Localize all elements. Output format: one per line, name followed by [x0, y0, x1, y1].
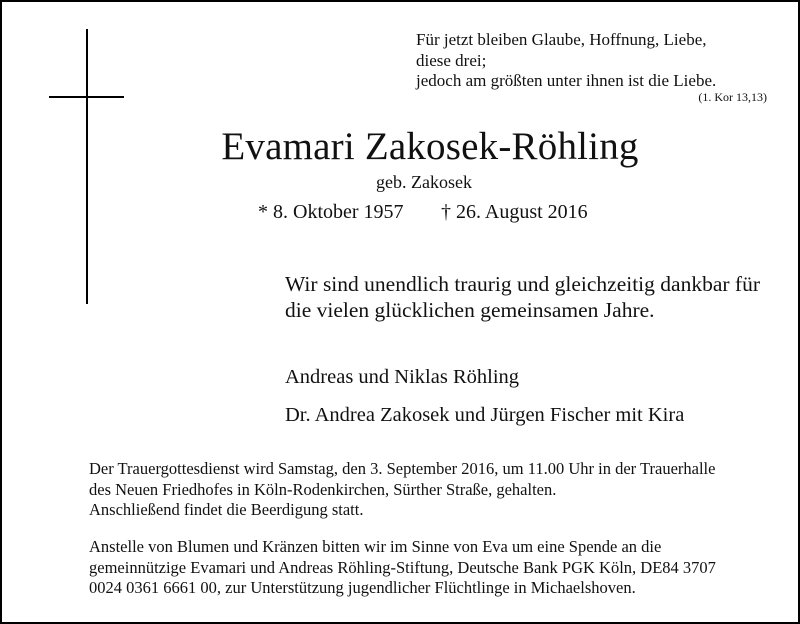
family-names-2: Dr. Andrea Zakosek und Jürgen Fischer mit Kira	[285, 404, 685, 426]
quote-line: Für jetzt bleiben Glaube, Hoffnung, Liebe,	[416, 30, 707, 49]
maiden-name: geb. Zakosek	[376, 172, 472, 192]
funeral-service-info	[89, 459, 773, 521]
family-names-1: Andreas und Niklas Röhling	[285, 366, 520, 388]
quote-line: diese drei;	[416, 50, 487, 70]
cross-icon-horizontal-bar	[49, 96, 124, 98]
donation-request	[89, 537, 773, 599]
service-line: des Neuen Friedhofes in Köln-Rodenkirchen, Sürther Straße, gehalten.	[89, 479, 557, 499]
quote-reference: (1. Kor 13,13)	[698, 90, 767, 104]
death-date: † 26. August 2016	[441, 201, 588, 223]
quote-line: jedoch am größten unter ihnen ist die Liebe.	[416, 71, 717, 90]
service-line: Der Trauergottesdienst wird Samstag, den 3. September 2016, um 11.00 Uhr in der Trauerhalle	[89, 459, 716, 478]
service-line: Anschließend findet die Beerdigung statt.	[89, 500, 364, 519]
bible-quote	[416, 30, 716, 92]
donation-line: Anstelle von Blumen und Kränzen bitten wir im Sinne von Eva um eine Spende an die	[89, 537, 662, 556]
donation-line: 0024 0361 6661 00, zur Unterstützung jugendlicher Flüchtlinge in Michaelshoven.	[89, 578, 636, 597]
donation-line: gemeinnützige Evamari und Andreas Röhling-Stiftung, Deutsche Bank PGK Köln, DE84 3707	[89, 557, 716, 577]
message-line: die vielen glücklichen gemeinsamen Jahre.	[285, 297, 655, 322]
birth-date: * 8. Oktober 1957	[258, 201, 404, 223]
message-line: Wir sind unendlich traurig und gleichzeitig dankbar für	[285, 272, 760, 296]
mourning-message	[285, 272, 760, 323]
deceased-name: Evamari Zakosek-Röhling	[221, 125, 639, 168]
